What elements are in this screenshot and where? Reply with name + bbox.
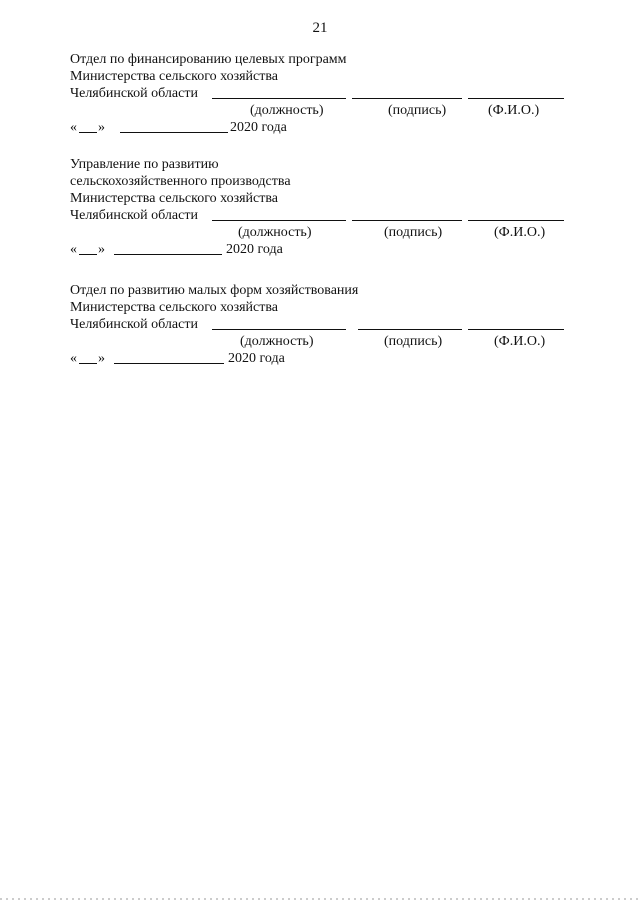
date-open-quote: « [70, 242, 77, 257]
approval-block-small-farms [70, 282, 570, 367]
date-close-quote: » [98, 351, 105, 366]
org-line: Челябинской области [70, 208, 198, 223]
day-blank[interactable] [79, 132, 97, 133]
date-close-quote: » [98, 120, 105, 135]
org-line: Министерства сельского хозяйства [70, 191, 279, 206]
date-close-quote: » [98, 242, 105, 257]
scan-edge-artifact [0, 898, 640, 900]
date-open-quote: « [70, 351, 77, 366]
date-line [70, 119, 570, 136]
signature-caption: (подпись) [384, 334, 443, 349]
position-caption: (должность) [238, 225, 312, 240]
date-open-quote: « [70, 120, 77, 135]
org-line: Челябинской области [70, 86, 198, 101]
approval-block-agriculture [70, 156, 570, 258]
name-caption: (Ф.И.О.) [488, 103, 540, 118]
name-blank[interactable] [468, 329, 564, 330]
signature-blank[interactable] [358, 329, 462, 330]
name-blank[interactable] [468, 220, 564, 221]
date-year: 2020 года [230, 120, 287, 135]
name-caption: (Ф.И.О.) [494, 225, 546, 240]
month-blank[interactable] [114, 363, 224, 364]
approval-block-finance [70, 51, 570, 136]
position-blank[interactable] [212, 329, 346, 330]
date-year: 2020 года [226, 242, 283, 257]
month-blank[interactable] [114, 254, 222, 255]
position-blank[interactable] [212, 98, 346, 99]
signature-caption: (подпись) [388, 103, 447, 118]
org-line: Управление по развитию [70, 157, 219, 172]
org-line: сельскохозяйственного производства [70, 174, 291, 189]
signature-caption: (подпись) [384, 225, 443, 240]
org-line: Министерства сельского хозяйства [70, 300, 279, 315]
org-line: Министерства сельского хозяйства [70, 69, 279, 84]
org-line: Челябинской области [70, 317, 198, 332]
position-caption: (должность) [240, 334, 314, 349]
org-line: Отдел по развитию малых форм хозяйствования [70, 283, 359, 298]
signature-blank[interactable] [352, 98, 462, 99]
date-line [70, 241, 570, 258]
date-year: 2020 года [228, 351, 285, 366]
name-blank[interactable] [468, 98, 564, 99]
org-line: Отдел по финансированию целевых программ [70, 52, 347, 67]
name-caption: (Ф.И.О.) [494, 334, 546, 349]
month-blank[interactable] [120, 132, 228, 133]
day-blank[interactable] [79, 363, 97, 364]
page-number: 21 [312, 20, 328, 36]
date-line [70, 350, 570, 367]
day-blank[interactable] [79, 254, 97, 255]
position-blank[interactable] [212, 220, 346, 221]
position-caption: (должность) [250, 103, 324, 118]
signature-blank[interactable] [352, 220, 462, 221]
